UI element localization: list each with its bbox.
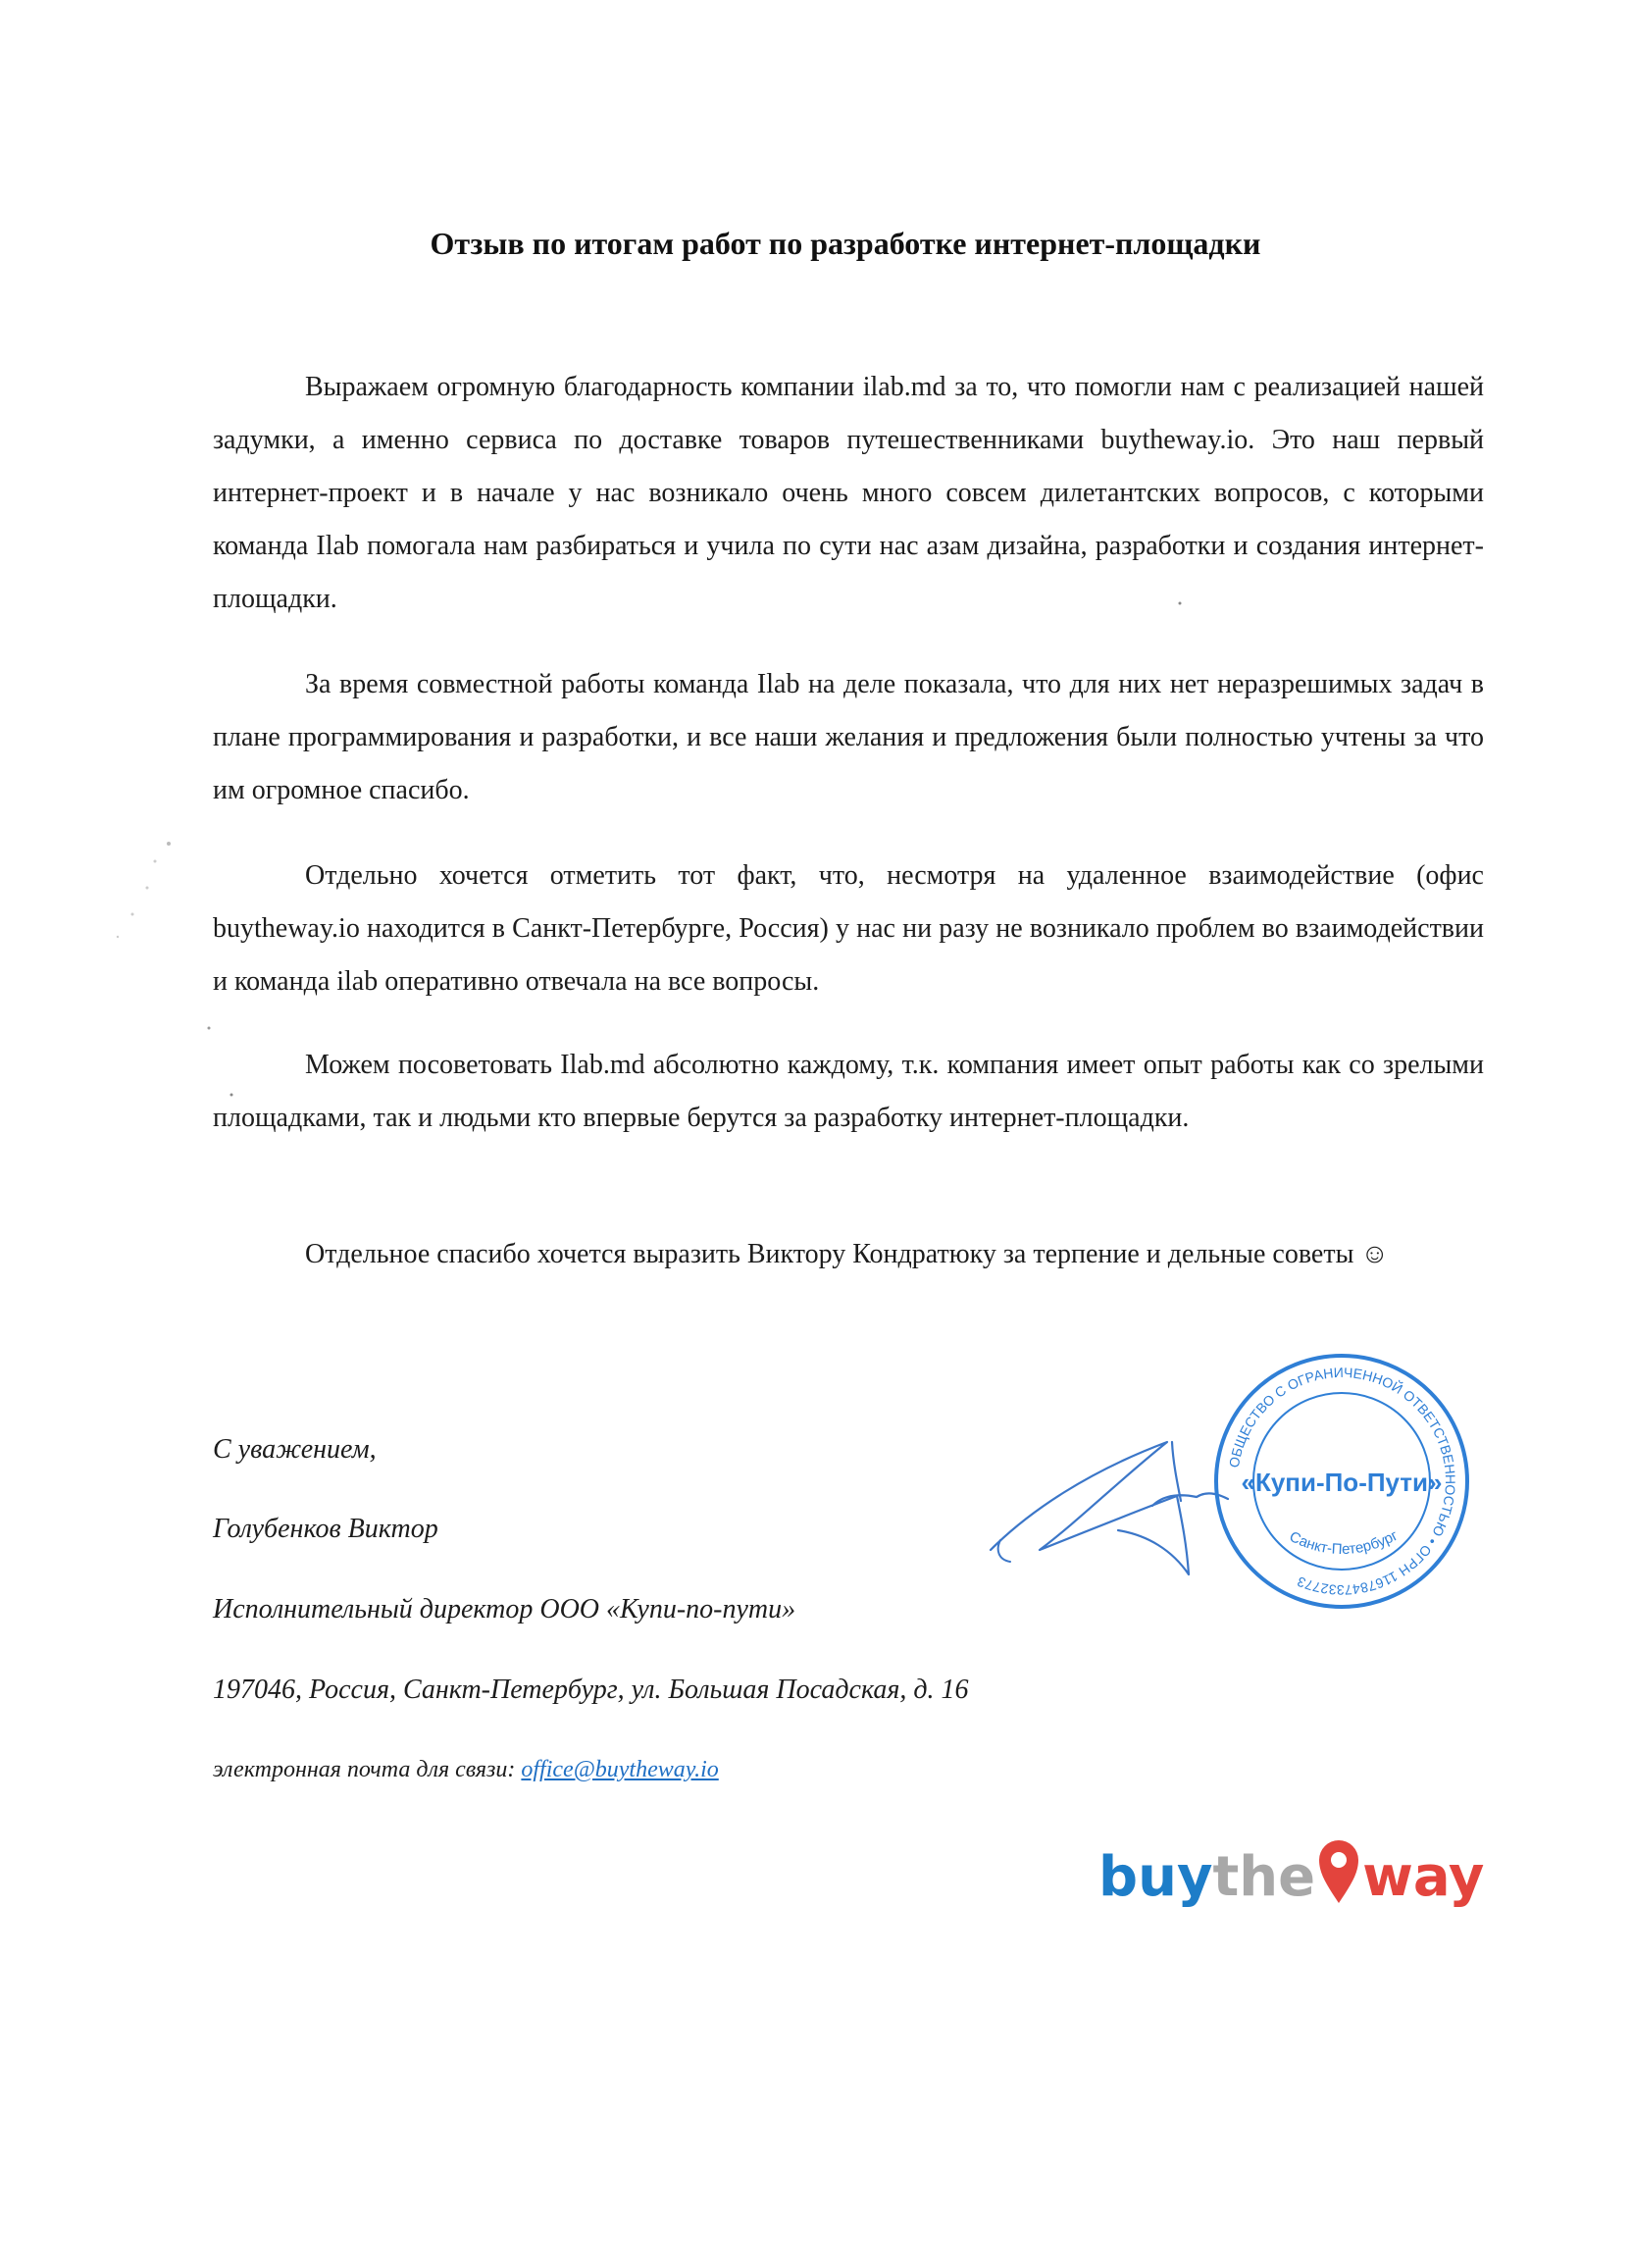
email-link[interactable]: office@buytheway.io <box>521 1757 719 1782</box>
stamp-outer-text: ОБЩЕСТВО С ОГРАНИЧЕННОЙ ОТВЕТСТВЕННОСТЬЮ • ОГРН 1167847332773 <box>1225 1364 1459 1599</box>
document-title: Отзыв по итогам работ по разработке интернет-площадки <box>430 226 1261 261</box>
paragraph-2-text: За время совместной работы команда Ilab на деле показала, что для них нет неразрешимых задач в плане программирования и разработки, и все наши желания и предложения были полностью учтены за что им огромное спасибо. <box>213 669 1484 805</box>
paragraph-1 <box>213 361 1484 626</box>
contact-email-line <box>213 1757 719 1783</box>
paragraph-2 <box>213 658 1484 817</box>
stamp-bottom-text: Санкт-Петербург <box>1286 1526 1402 1559</box>
stamp-center-text: «Купи-По-Пути» <box>1241 1468 1443 1497</box>
closing-regards: С уважением, <box>213 1434 377 1465</box>
paragraph-5 <box>213 1228 1484 1281</box>
signer-position: Исполнительный директор ООО «Купи-по-пути» <box>213 1594 796 1624</box>
paragraph-4-text: Можем посоветовать Ilab.md абсолютно каждому, т.к. компания имеет опыт работы как со зрелыми площадками, так и людьми кто впервые берутся за разработку интернет-площадки. <box>213 1050 1484 1133</box>
map-pin-icon <box>1317 1836 1360 1905</box>
company-address: 197046, Россия, Санкт-Петербург, ул. Большая Посадская, д. 16 <box>213 1675 969 1705</box>
signer-name: Голубенков Виктор <box>213 1514 438 1544</box>
paragraph-5-text: Отдельное спасибо хочется выразить Виктору Кондратюку за терпение и дельные советы ☺ <box>305 1239 1389 1269</box>
logo-way: way <box>1362 1845 1485 1909</box>
logo-the: the <box>1212 1845 1316 1909</box>
paragraph-3-text: Отдельно хочется отметить тот факт, что, несмотря на удаленное взаимодействие (офис buytheway.io находится в Санкт-Петербурге, Россия) у нас ни разу не возникало проблем во взаимодействии и команда ilab оперативно отвечала на все вопросы. <box>213 860 1484 997</box>
company-stamp <box>1204 1344 1479 1619</box>
paragraph-1-text: Выражаем огромную благодарность компании ilab.md за то, что помогли нам с реализацией нашей задумки, а именно сервиса по доставке товаров путешественниками buytheway.io. Это наш первый интернет-проект и в начале у нас возникало очень много совсем дилетантских вопросов, с которыми команда Ilab помогала нам разбираться и учила по сути нас азам дизайна, разработки и создания интернет-площадки. <box>213 372 1484 614</box>
email-label: электронная почта для связи: <box>213 1757 522 1782</box>
paragraph-3 <box>213 850 1484 1008</box>
logo-buy: buy <box>1098 1845 1213 1909</box>
buytheway-logo <box>1098 1836 1485 1925</box>
paragraph-4 <box>213 1039 1484 1145</box>
